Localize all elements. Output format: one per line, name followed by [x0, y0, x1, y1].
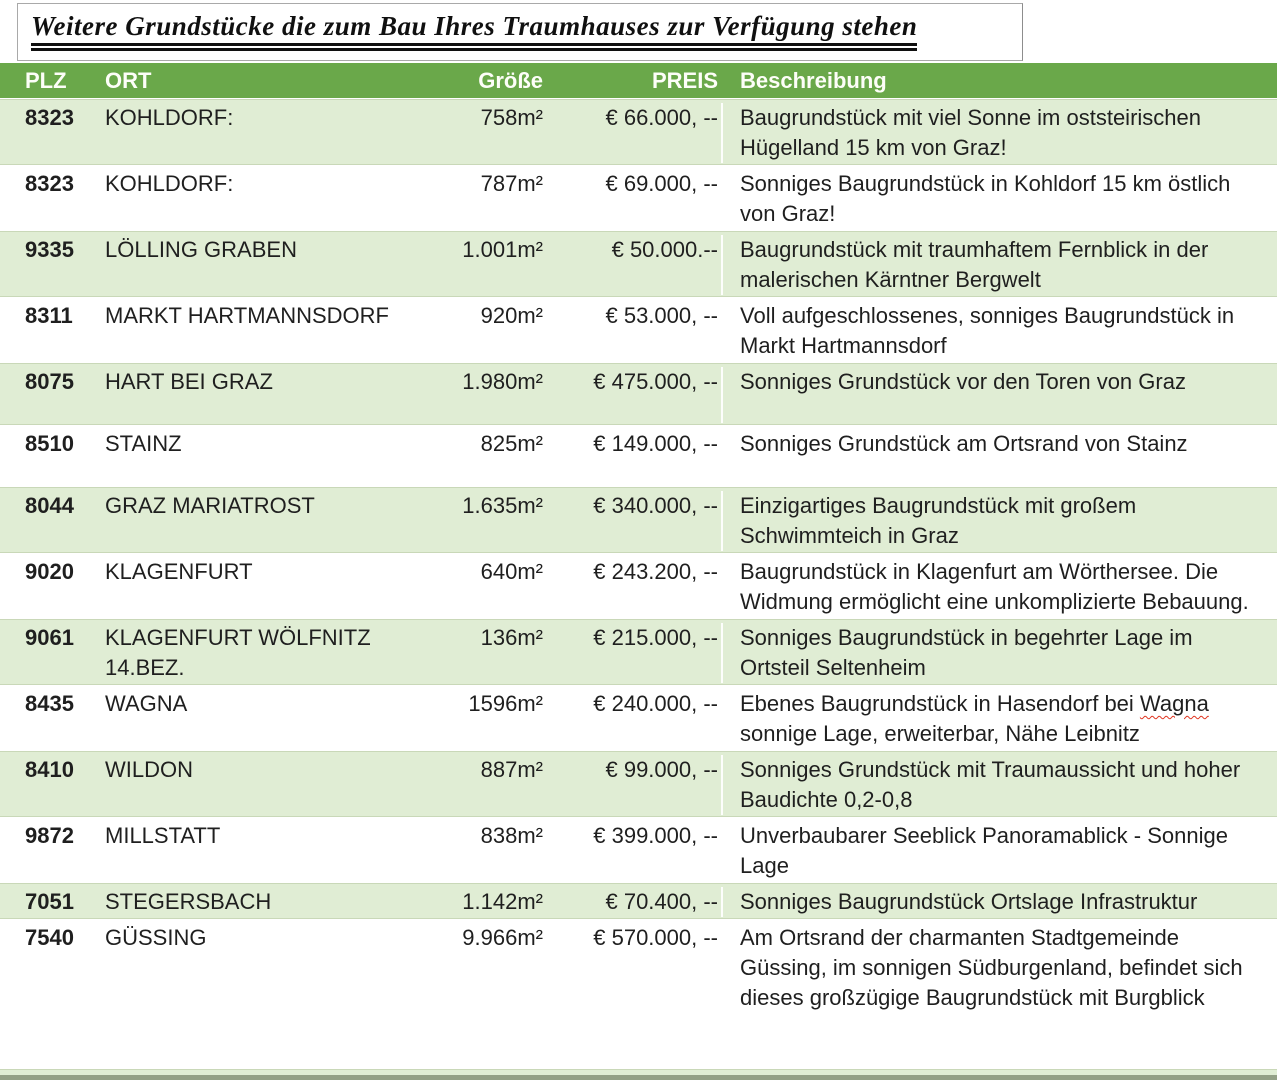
cell-beschreibung: Sonniges Baugrundstück in Kohldorf 15 km östlich von Graz!	[721, 169, 1277, 229]
cell-ort: WAGNA	[105, 691, 188, 716]
cell-ort: KOHLDORF:	[105, 105, 234, 130]
cell-groesse: 1.142m²	[462, 889, 543, 914]
cell-groesse: 9.966m²	[462, 925, 543, 950]
table-row	[0, 620, 1277, 684]
cell-preis: € 53.000, --	[605, 303, 718, 328]
cell-preis: € 99.000, --	[605, 757, 718, 782]
table-row	[0, 884, 1277, 918]
cell-beschreibung: Baugrundstück mit traumhaftem Fernblick in der malerischen Kärntner Bergwelt	[721, 235, 1277, 295]
cell-groesse: 136m²	[480, 625, 543, 650]
cell-beschreibung: Voll aufgeschlossenes, sonniges Baugrundstück in Markt Hartmannsdorf	[721, 301, 1277, 361]
cell-preis: € 243.200, --	[593, 559, 718, 584]
cell-preis: € 66.000, --	[605, 105, 718, 130]
cell-groesse: 640m²	[480, 559, 543, 584]
cell-plz: 8323	[25, 171, 74, 196]
cell-groesse: 1.980m²	[462, 369, 543, 394]
table-row	[0, 488, 1277, 552]
cell-groesse: 920m²	[480, 303, 543, 328]
table-row	[0, 100, 1277, 164]
cell-ort: KLAGENFURT WÖLFNITZ 14.BEZ.	[105, 625, 371, 680]
cell-ort: STAINZ	[105, 431, 182, 456]
page-title: Weitere Grundstücke die zum Bau Ihres Traumhauses zur Verfügung stehen	[31, 11, 917, 51]
cell-beschreibung: Baugrundstück mit viel Sonne im oststeirischen Hügelland 15 km von Graz!	[721, 103, 1277, 163]
cell-groesse: 1596m²	[468, 691, 543, 716]
cell-beschreibung: Sonniges Baugrundstück in begehrter Lage im Ortsteil Seltenheim	[721, 623, 1277, 683]
table-row	[0, 426, 1277, 486]
cell-plz: 8510	[25, 431, 74, 456]
cell-beschreibung: Sonniges Grundstück mit Traumaussicht und hoher Baudichte 0,2-0,8	[721, 755, 1277, 815]
cropped-next-row-strip	[0, 1067, 1277, 1075]
cell-ort: GÜSSING	[105, 925, 207, 950]
cell-preis: € 215.000, --	[593, 625, 718, 650]
cell-ort: MILLSTATT	[105, 823, 221, 848]
table-row	[0, 232, 1277, 296]
table-row	[0, 686, 1277, 750]
cell-preis: € 475.000, --	[593, 369, 718, 394]
table-header	[0, 63, 1277, 98]
table-row	[0, 752, 1277, 816]
cell-ort: GRAZ MARIATROST	[105, 493, 315, 518]
column-header-groesse: Größe	[478, 68, 543, 93]
table-row	[0, 166, 1277, 230]
cell-preis: € 570.000, --	[593, 925, 718, 950]
cell-ort: KOHLDORF:	[105, 171, 234, 196]
column-header-beschreibung: Beschreibung	[740, 68, 887, 93]
cell-plz: 9335	[25, 237, 74, 262]
table-row	[0, 298, 1277, 362]
cell-beschreibung: Baugrundstück in Klagenfurt am Wörthersee. Die Widmung ermöglicht eine unkomplizierte Bebauung.	[721, 557, 1277, 617]
table-body	[0, 100, 1277, 1014]
cell-preis: € 149.000, --	[593, 431, 718, 456]
cell-ort: HART BEI GRAZ	[105, 369, 273, 394]
cell-plz: 9872	[25, 823, 74, 848]
cell-beschreibung: Sonniges Baugrundstück Ortslage Infrastruktur	[721, 887, 1277, 917]
cell-plz: 9020	[25, 559, 74, 584]
photo-bottom-edge	[0, 1075, 1277, 1080]
cell-preis: € 340.000, --	[593, 493, 718, 518]
cell-preis: € 240.000, --	[593, 691, 718, 716]
cell-plz: 8044	[25, 493, 74, 518]
cell-groesse: 838m²	[480, 823, 543, 848]
cell-plz: 7051	[25, 889, 74, 914]
cell-ort: KLAGENFURT	[105, 559, 253, 584]
cell-plz: 7540	[25, 925, 74, 950]
cell-groesse: 1.635m²	[462, 493, 543, 518]
table-row	[0, 818, 1277, 882]
column-header-preis: PREIS	[651, 68, 718, 93]
cell-groesse: 1.001m²	[462, 237, 543, 262]
cell-groesse: 787m²	[480, 171, 543, 196]
cell-groesse: 758m²	[480, 105, 543, 130]
cell-ort: STEGERSBACH	[105, 889, 272, 914]
cell-beschreibung: Einzigartiges Baugrundstück mit großem Schwimmteich in Graz	[721, 491, 1277, 551]
cell-ort: WILDON	[105, 757, 193, 782]
cell-ort: MARKT HARTMANNSDORF	[105, 303, 389, 328]
cell-beschreibung: Sonniges Grundstück am Ortsrand von Stainz	[721, 429, 1277, 485]
table-row	[0, 364, 1277, 424]
spellcheck-underlined-word: Wagna	[1139, 691, 1209, 716]
cell-ort: LÖLLING GRABEN	[105, 237, 297, 262]
cell-beschreibung: Sonniges Grundstück vor den Toren von Graz	[721, 367, 1277, 423]
column-header-ort: ORT	[105, 68, 152, 93]
cell-beschreibung: Ebenes Baugrundstück in Hasendorf bei Wagna sonnige Lage, erweiterbar, Nähe Leibnitz	[721, 689, 1277, 749]
table-row	[0, 554, 1277, 618]
cell-plz: 9061	[25, 625, 74, 650]
column-header-plz: PLZ	[25, 68, 67, 93]
cell-preis: € 69.000, --	[605, 171, 718, 196]
cell-groesse: 825m²	[480, 431, 543, 456]
cell-preis: € 399.000, --	[593, 823, 718, 848]
cell-preis: € 70.400, --	[605, 889, 718, 914]
table-row	[0, 920, 1277, 1014]
cell-beschreibung: Unverbaubarer Seeblick Panoramablick - Sonnige Lage	[721, 821, 1277, 881]
cell-plz: 8075	[25, 369, 74, 394]
cell-groesse: 887m²	[480, 757, 543, 782]
title-box	[17, 3, 1023, 61]
cell-preis: € 50.000.--	[611, 237, 718, 262]
cell-plz: 8311	[25, 303, 73, 328]
cell-plz: 8410	[25, 757, 74, 782]
cell-plz: 8435	[25, 691, 74, 716]
cell-beschreibung: Am Ortsrand der charmanten Stadtgemeinde Güssing, im sonnigen Südburgenland, befindet sich dieses großzügige Baugrundstück mit Burgblick	[721, 923, 1277, 1013]
cell-plz: 8323	[25, 105, 74, 130]
